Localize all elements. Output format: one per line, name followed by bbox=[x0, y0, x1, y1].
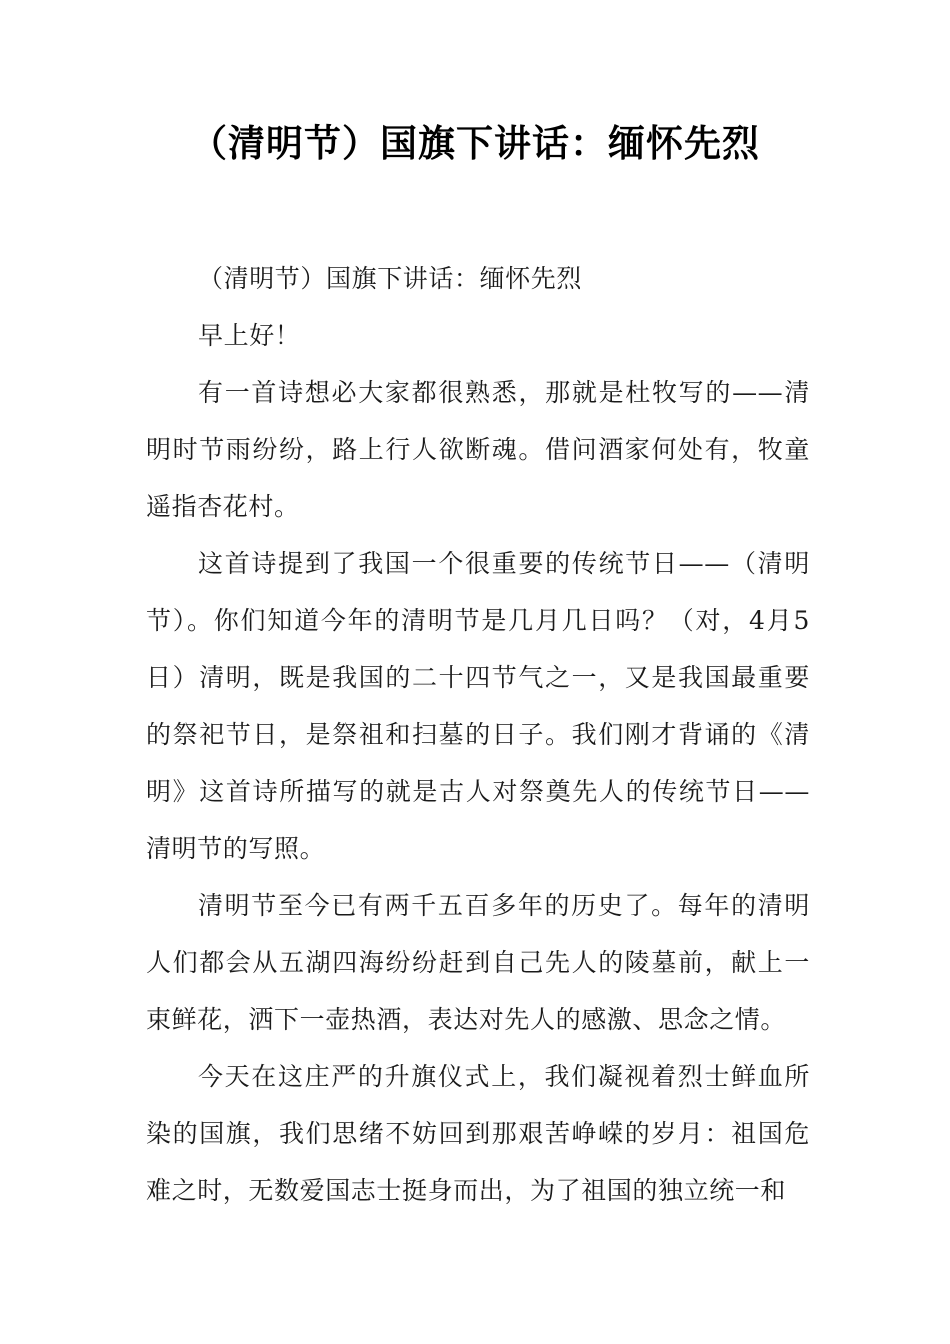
paragraph: 有一首诗想必大家都很熟悉，那就是杜牧写的——清明时节雨纷纷，路上行人欲断魂。借问酒家何处有，牧童遥指杏花村。 bbox=[146, 378, 810, 521]
document-body bbox=[146, 250, 810, 1219]
document-title: （清明节）国旗下讲话：缅怀先烈 bbox=[190, 122, 760, 165]
paragraph: 今天在这庄严的升旗仪式上，我们凝视着烈士鲜血所染的国旗，我们思绪不妨回到那艰苦峥嵘的岁月：祖国危难之时，无数爱国志士挺身而出，为了祖国的独立统一和 bbox=[146, 1062, 810, 1205]
paragraph: 清明节至今已有两千五百多年的历史了。每年的清明人们都会从五湖四海纷纷赶到自己先人的陵墓前，献上一束鲜花，洒下一壶热酒，表达对先人的感激、思念之情。 bbox=[146, 891, 810, 1034]
paragraph-subtitle: （清明节）国旗下讲话：缅怀先烈 bbox=[198, 264, 583, 293]
paragraph-greeting: 早上好！ bbox=[198, 321, 301, 350]
paragraph: 这首诗提到了我国一个很重要的传统节日——（清明节）。你们知道今年的清明节是几月几日吗？（对，4月5日）清明，既是我国的二十四节气之一，又是我国最重要的祭祀节日，是祭祖和扫墓的日子。我们刚才背诵的《清明》这首诗所描写的就是古人对祭奠先人的传统节日——清明节的写照。 bbox=[146, 549, 810, 863]
